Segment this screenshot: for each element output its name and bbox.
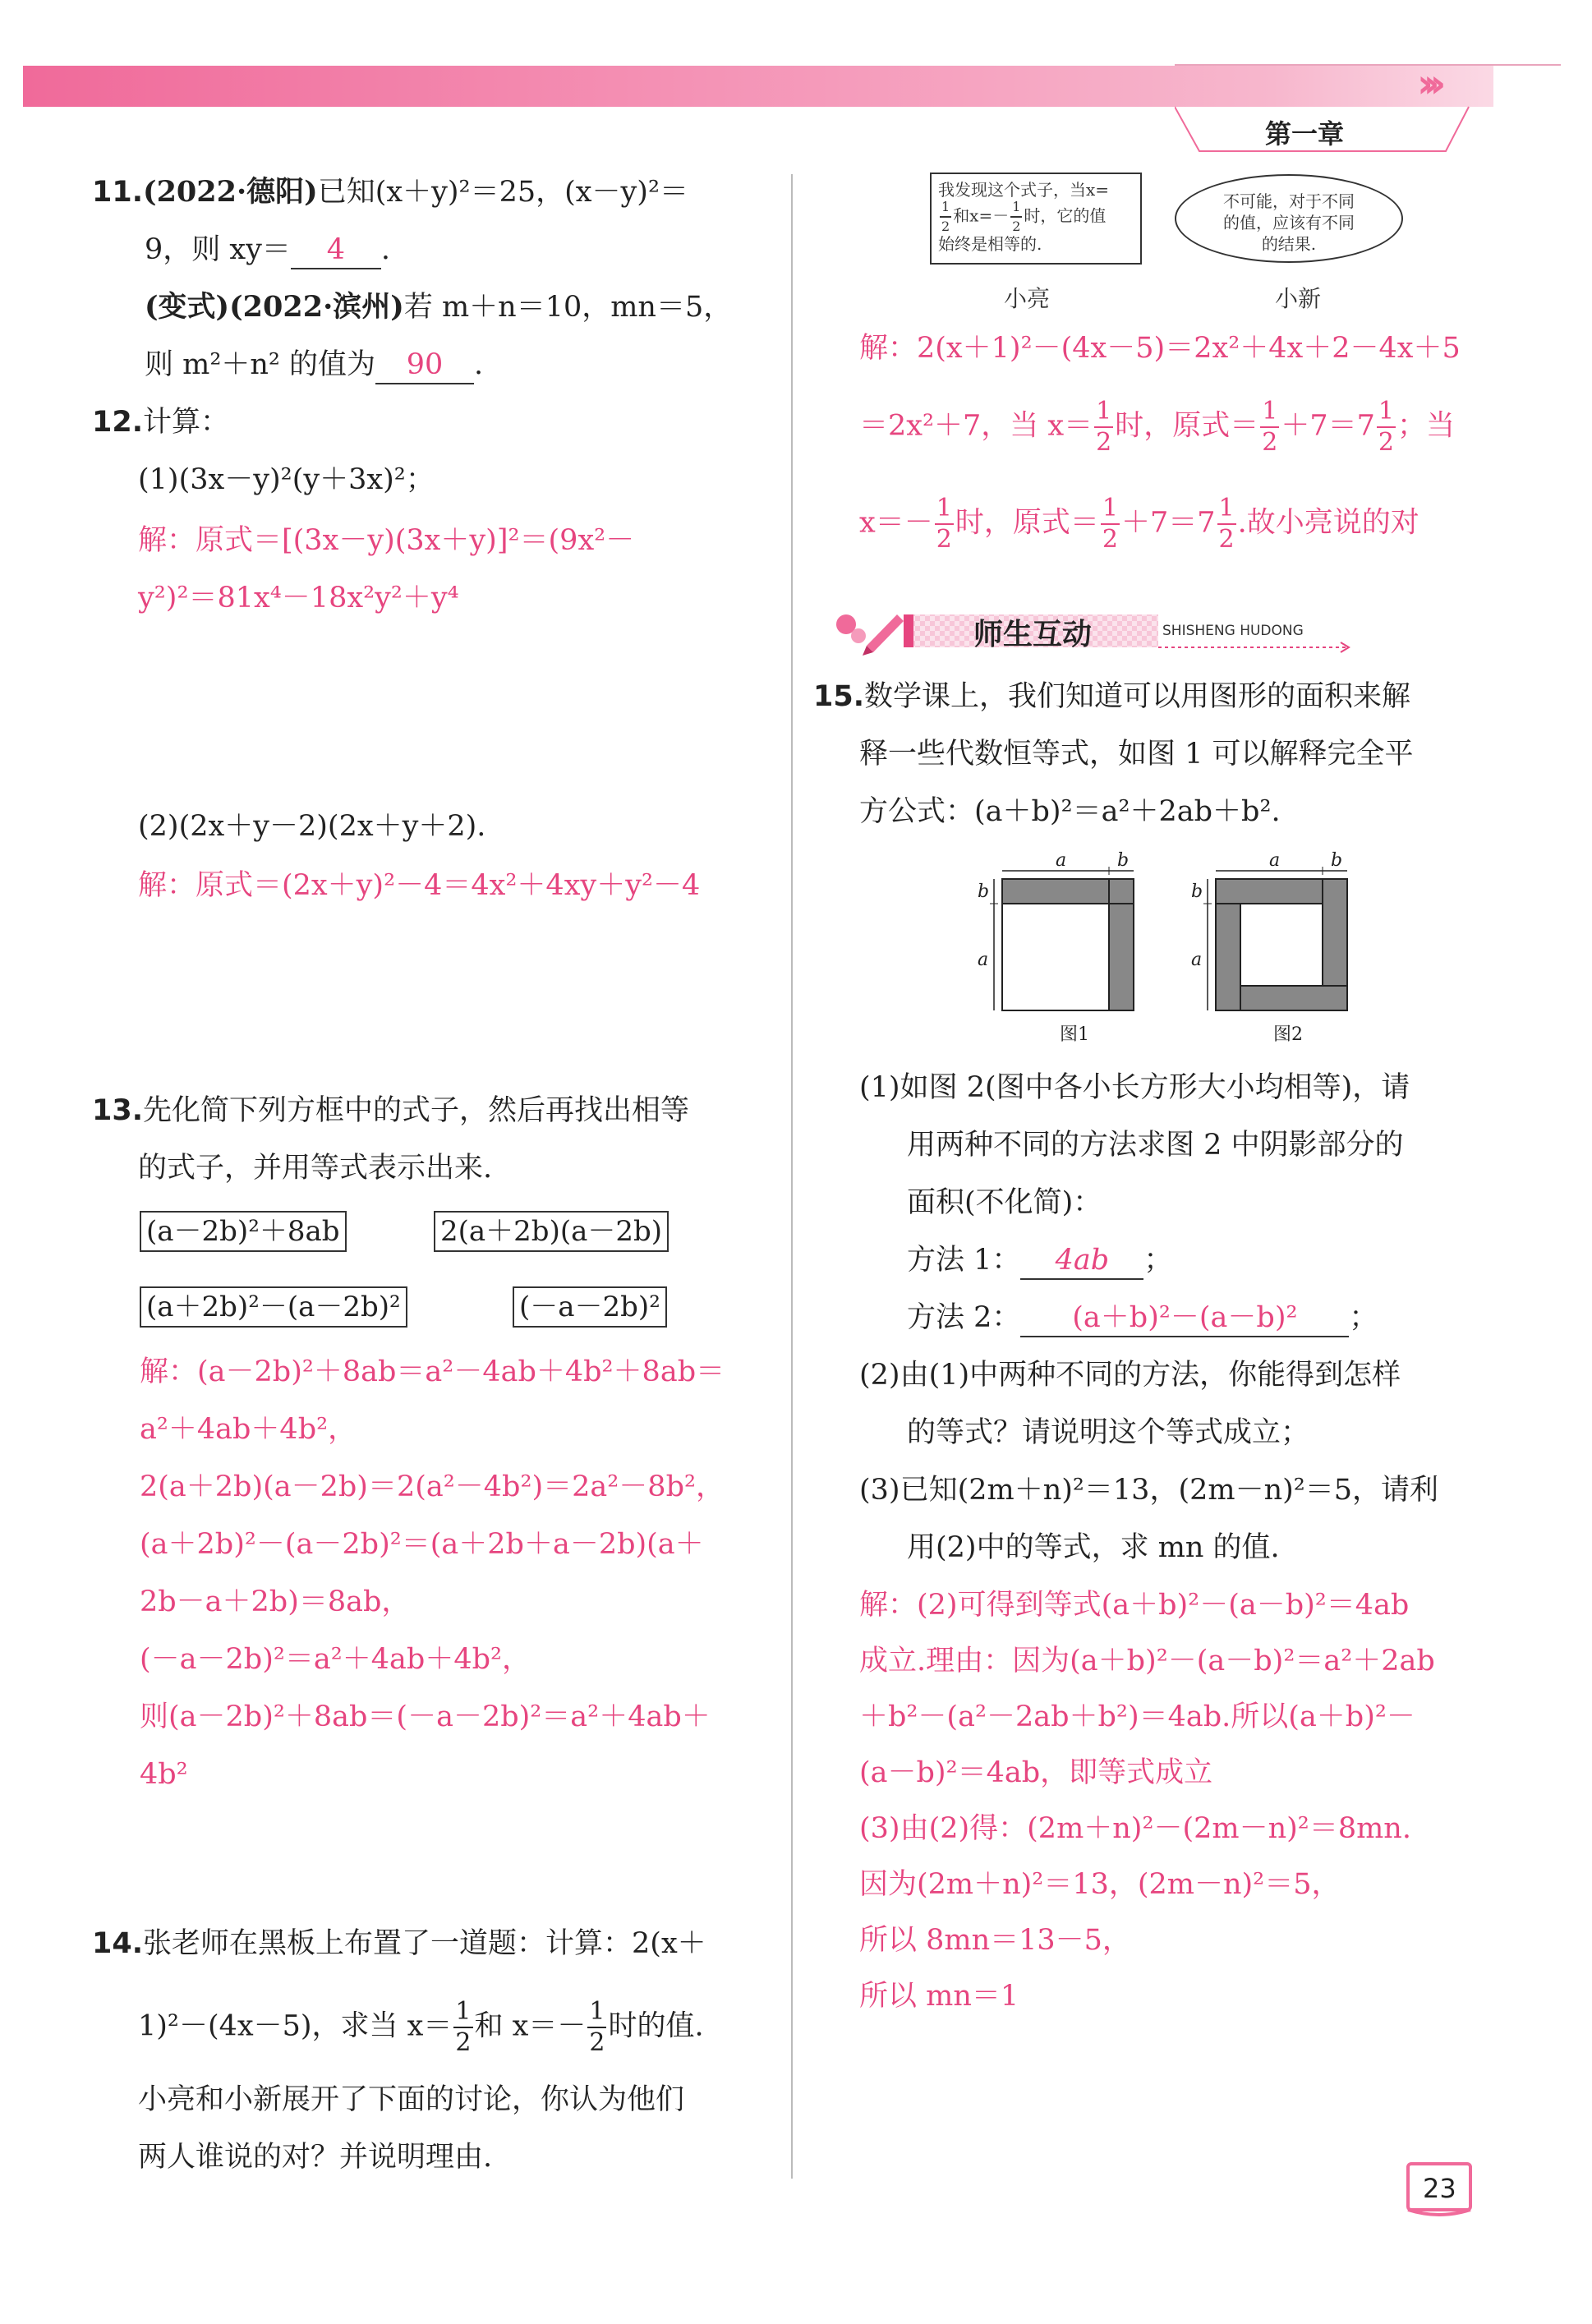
q11-line1: 11.(2022·德阳)已知(x＋y)²＝25，(x－y)²＝ <box>92 175 688 209</box>
pen-icon <box>836 614 904 656</box>
q13-solution-line4: (a＋2b)²－(a－2b)²＝(a＋2b＋a－2b)(a＋ <box>140 1528 704 1561</box>
q15-solution-line4: (a－b)²＝4ab，即等式成立 <box>859 1756 1213 1789</box>
q15-p1-line3: 面积(不化简)： <box>907 1186 1102 1219</box>
q11-variant: (变式)(2022·滨州)若 m＋n＝10，mn＝5， <box>145 290 733 324</box>
fig2-label-b: b <box>1331 850 1343 871</box>
q13-box2: 2(a＋2b)(a－2b) <box>434 1211 669 1252</box>
method1-answer-blank: 4ab <box>1020 1242 1143 1280</box>
q13-solution-line6: (－a－2b)²＝a²＋4ab＋4b²， <box>140 1643 531 1676</box>
page-number: 23 <box>1423 2173 1456 2204</box>
q14-line4: 两人谁说的对？并说明理由. <box>138 2141 493 2174</box>
q15-solution-line2: 成立.理由：因为(a＋b)²－(a－b)²＝a²＋2ab <box>859 1645 1435 1677</box>
q15-line1: 15.数学课上，我们知道可以用图形的面积来解 <box>813 680 1411 713</box>
fraction-one-half: $\frac{1}{2}$ <box>589 1997 605 2057</box>
q12-title: 12.计算： <box>92 406 230 439</box>
q13-solution-line2: a²＋4ab＋4b²， <box>140 1413 357 1446</box>
q15-p3-line1: (3)已知(2m＋n)²＝13，(2m－n)²＝5，请利 <box>859 1474 1439 1507</box>
fig1-label-a-side: a <box>978 950 989 970</box>
q15-solution-line1: 解：(2)可得到等式(a＋b)²－(a－b)²＝4ab <box>859 1589 1410 1622</box>
column-divider <box>791 174 793 2179</box>
q15-line2: 释一些代数恒等式，如图 1 可以解释完全平 <box>859 738 1414 771</box>
q12-solution1-line2: y²)²＝81x⁴－18x²y²＋y⁴ <box>138 582 459 614</box>
q14-line3: 小亮和小新展开了下面的讨论，你认为他们 <box>138 2083 685 2116</box>
fig1-caption: 图1 <box>1060 1024 1089 1045</box>
fig1-label-a: a <box>1056 850 1067 871</box>
q14-solution-line1: 解：2(x＋1)²－(4x－5)＝2x²＋4x＋2－4x＋5 <box>859 332 1461 365</box>
q13-solution-line1: 解：(a－2b)²＋8ab＝a²－4ab＋4b²＋8ab＝ <box>140 1355 725 1388</box>
q15-method2: 方法 2： (a＋b)²－(a－b)² ； <box>907 1300 1378 1337</box>
fraction-one-half: $\frac{1}{2}$ <box>455 1997 472 2057</box>
q14-line2: 1)²－(4x－5)，求当 x＝ $\frac{1}{2}$ 和 x＝－ $\frac{1}{2}$ 时的值. <box>138 1997 704 2057</box>
fig2-label-a: a <box>1269 850 1281 871</box>
fig1-label-b: b <box>1117 850 1130 871</box>
q13-box1: (a－2b)²＋8ab <box>140 1211 347 1252</box>
q13-solution-line3: 2(a＋2b)(a－2b)＝2(a²－4b²)＝2a²－8b²， <box>140 1470 725 1503</box>
q12-part1: (1)(3x－y)²(y＋3x)²； <box>138 463 435 496</box>
q15-solution-line5: (3)由(2)得：(2m＋n)²－(2m－n)²＝8mn. <box>859 1812 1411 1845</box>
q13-box3: (a＋2b)²－(a－2b)² <box>140 1286 407 1328</box>
chapter-title: 第一章 <box>1265 118 1345 150</box>
xiaoliang-speech-box: 我发现这个式子，当x= $\frac{1}{2}$ 和x=－ $\frac{1}{2}$ 时，它的值 始终是相等的. <box>930 173 1142 265</box>
q15-p1-line1: (1)如图 2(图中各小长方形大小均相等)，请 <box>859 1071 1410 1104</box>
q12-solution2: 解：原式＝(2x＋y)²－4＝4x²＋4xy＋y²－4 <box>138 869 701 902</box>
q15-solution-line3: ＋b²－(a²－2ab＋b²)＝4ab.所以(a＋b)²－ <box>859 1700 1415 1733</box>
q14-solution-line3: x＝－ $\frac{1}{2}$ 时，原式＝ $\frac{1}{2}$ ＋7＝7 $\frac{1}{2}$ .故小亮说的对 <box>859 494 1419 554</box>
q12-solution1-line1: 解：原式＝[(3x－y)(3x＋y)]²＝(9x²－ <box>138 524 635 557</box>
chevron-right-icon: ››› <box>1417 61 1437 107</box>
q15-solution-line8: 所以 mn＝1 <box>859 1980 1019 2013</box>
q15-p1-line2: 用两种不同的方法求图 2 中阴影部分的 <box>907 1129 1404 1162</box>
q15-p2-line2: 的等式？请说明这个等式成立； <box>907 1416 1310 1449</box>
q12-part2: (2)(2x＋y－2)(2x＋y＋2). <box>138 810 486 843</box>
q13-solution-line7: 则(a－2b)²＋8ab＝(－a－2b)²＝a²＋4ab＋ <box>140 1700 711 1733</box>
fig1-label-b-side: b <box>978 881 990 902</box>
q15-solution-line6: 因为(2m＋n)²＝13，(2m－n)²＝5， <box>859 1868 1341 1901</box>
header-line <box>1175 64 1561 66</box>
q14-line1: 14.张老师在黑板上布置了一道题：计算：2(x＋ <box>92 1927 706 1960</box>
q11-variant-line2: 则 m²＋n² 的值为 90 . <box>145 347 483 384</box>
q11-answer-blank: 4 <box>291 232 381 269</box>
name-xiaoliang: 小亮 <box>1004 285 1051 312</box>
name-xiaoxin: 小新 <box>1275 285 1322 312</box>
q13-line2: 的式子，并用等式表示出来. <box>138 1152 493 1185</box>
q13-line1: 13.先化简下列方框中的式子，然后再找出相等 <box>92 1094 690 1127</box>
header-band <box>23 66 1493 107</box>
section-title: 师生互动 <box>973 618 1093 651</box>
q13-solution-line8: 4b² <box>140 1758 188 1791</box>
fig2-label-a-side: a <box>1191 950 1203 970</box>
figure-1 <box>969 846 1158 1052</box>
q13-solution-line5: 2b－a＋2b)＝8ab， <box>140 1585 411 1618</box>
q15-line3: 方公式：(a＋b)²＝a²＋2ab＋b². <box>859 795 1281 828</box>
section-subtitle: SHISHENG HUDONG <box>1162 623 1304 639</box>
q15-p3-line2: 用(2)中的等式，求 mn 的值. <box>907 1531 1280 1564</box>
q15-method1: 方法 1： 4ab ； <box>907 1242 1172 1280</box>
q15-p2-line1: (2)由(1)中两种不同的方法，你能得到怎样 <box>859 1359 1401 1392</box>
figure-2 <box>1183 846 1372 1052</box>
q13-box4: (－a－2b)² <box>513 1286 667 1328</box>
q11-line2: 9，则 xy＝ 4 . <box>145 232 390 269</box>
method2-answer-blank: (a＋b)²－(a－b)² <box>1020 1300 1349 1337</box>
fig2-label-b-side: b <box>1191 881 1203 902</box>
q11-variant-answer-blank: 90 <box>375 347 474 384</box>
q15-solution-line7: 所以 8mn＝13－5， <box>859 1924 1131 1957</box>
xiaoxin-speech-bubble: 不可能，对于不同 的值，应该有不同 的结果. <box>1175 174 1403 263</box>
fig2-caption: 图2 <box>1273 1024 1303 1045</box>
q14-solution-line2: ＝2x²＋7，当 x＝ $\frac{1}{2}$ 时，原式＝ $\frac{1}{2}$ ＋7＝7 $\frac{1}{2}$ ；当 <box>859 397 1456 457</box>
